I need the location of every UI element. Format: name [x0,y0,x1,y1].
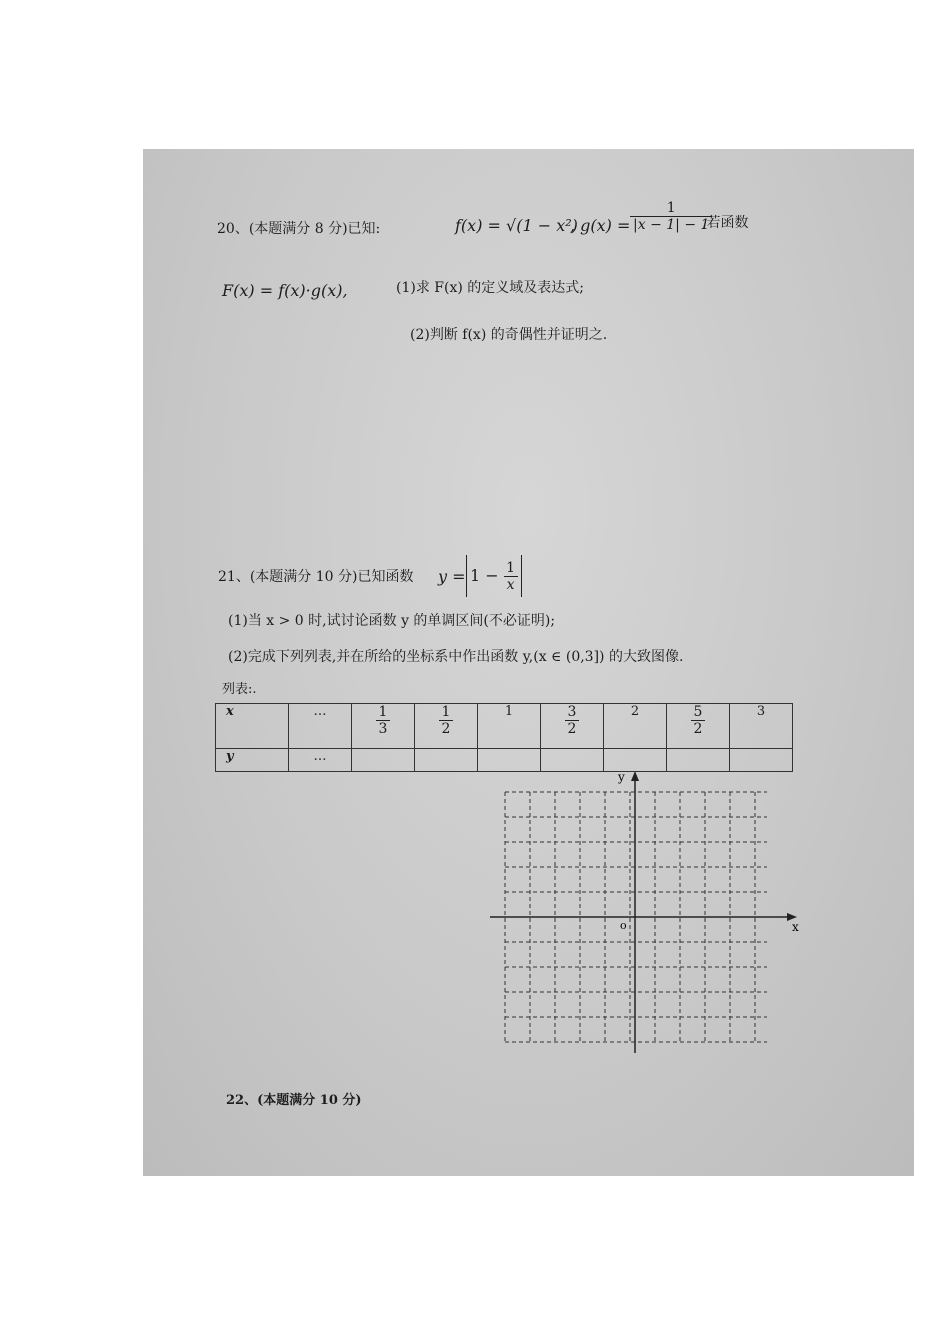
q21-func-body: 1 − [470,566,499,585]
q20-part2: (2)判断 f(x) 的奇偶性并证明之. [410,327,608,343]
q20-part1: (1)求 F(x) 的定义域及表达式; [396,280,584,296]
table-cell-ellipsis: … [289,704,352,749]
cell-num: 1 [378,704,388,720]
origin-label: o [620,919,627,932]
cell-num: 5 [693,704,703,720]
q20-g-denominator: |x − 1| − 1 [630,216,712,233]
cell-den: 2 [439,720,454,737]
q21-part2: (2)完成下列列表,并在所给的坐标系中作出函数 y,(x ∈ (0,3]) 的大致图像. [228,649,684,665]
q21-func-abs [466,555,522,597]
cell-den: 3 [376,720,391,737]
table-cell-y-blank[interactable] [352,749,415,772]
q21-value-table [215,703,793,772]
q21-table-caption: 列表:. [222,682,257,697]
q20-g-lhs: , g(x) = [570,216,631,235]
q21-func-lhs: y = [438,567,466,586]
q21-func-numerator: 1 [506,559,516,576]
q22-header: 22、(本题满分 10 分) [226,1093,362,1108]
table-cell-y-blank[interactable] [415,749,478,772]
table-cell-ellipsis: … [289,749,352,772]
q20-f-definition: f(x) = √(1 − x²) [455,216,578,235]
q21-part1: (1)当 x > 0 时,试讨论函数 y 的单调区间(不必证明); [228,613,556,629]
table-row-x [216,704,793,749]
table-label-y: y [216,749,289,772]
table-cell-x [415,704,478,749]
q20-tail: ,若函数 [702,215,749,231]
q21-func-denominator: x [504,576,518,593]
table-label-x: x [216,704,289,749]
cell-num: 1 [441,704,451,720]
cell-den: 2 [691,720,706,737]
cell-den: 2 [565,720,580,737]
q21-coordinate-grid[interactable] [485,765,810,1060]
table-cell-x [541,704,604,749]
q21-header: 21、(本题满分 10 分)已知函数 [218,569,414,585]
q20-g-fraction [630,200,712,233]
y-axis-arrow [631,771,639,781]
table-cell-x: 3 [730,704,793,749]
table-cell-x [667,704,730,749]
table-cell-x: 2 [604,704,667,749]
q20-g-numerator: 1 [666,200,676,216]
table-cell-x: 1 [478,704,541,749]
q20-F-definition: F(x) = f(x)·g(x), [222,281,348,300]
q20-header: 20、(本题满分 8 分)已知: [217,221,381,237]
table-cell-x [352,704,415,749]
cell-num: 3 [567,704,577,720]
x-axis-label: x [792,920,799,934]
y-axis-label: y [618,770,625,784]
